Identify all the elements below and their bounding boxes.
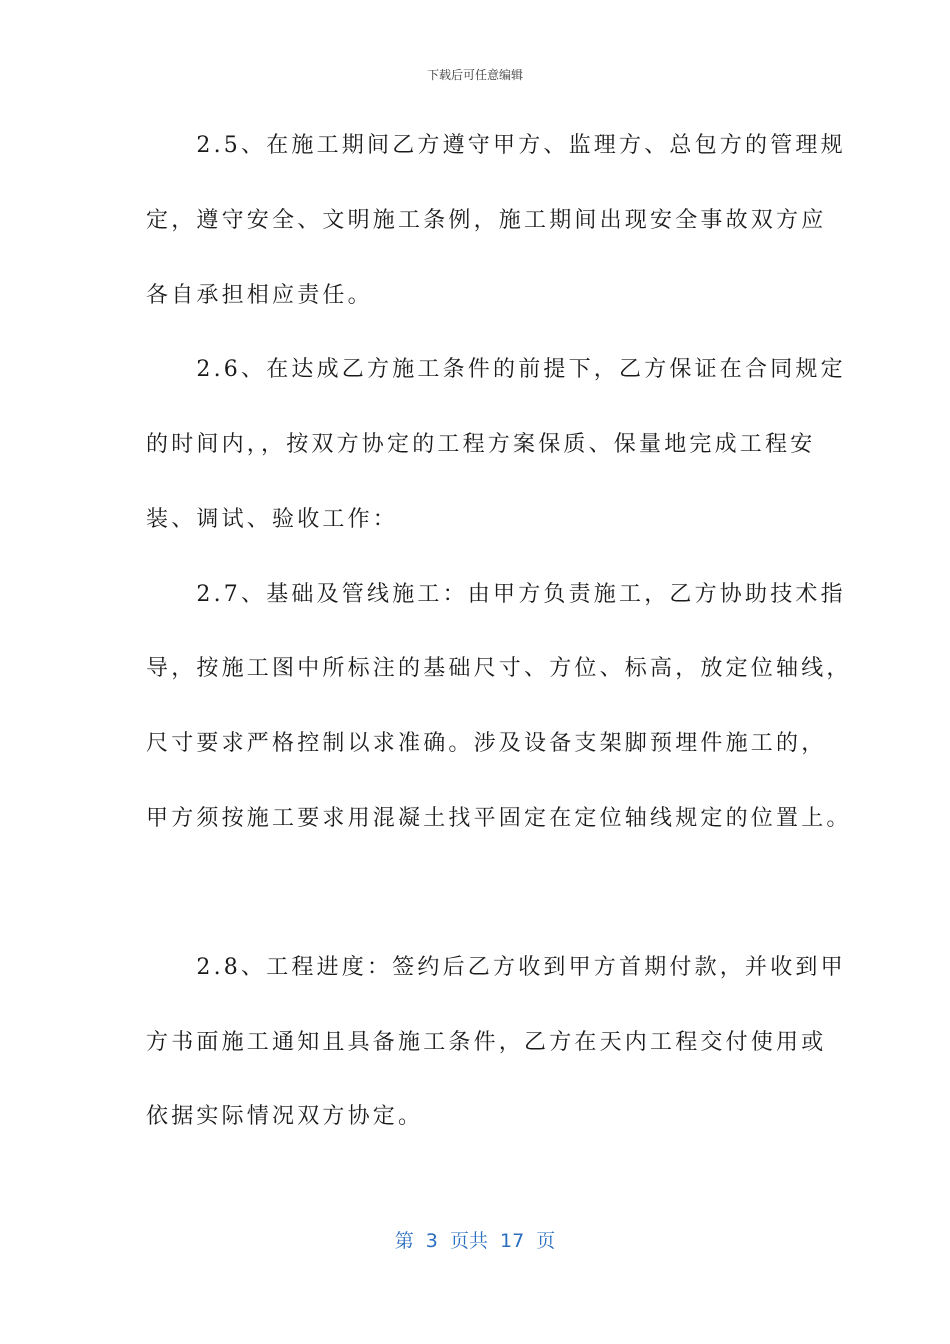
text-line: 的时间内，，按双方协定的工程方案保质、保量地完成工程安 [146,432,816,457]
text-line: 依据实际情况双方协定。 [146,1104,424,1129]
text-line: 尺寸要求严格控制以求准确。涉及设备支架脚预埋件施工的， [146,731,827,756]
text-line: 2.5、在施工期间乙方遵守甲方、监理方、总包方的管理规 [146,133,846,158]
text-line: 甲方须按施工要求用混凝土找平固定在定位轴线规定的位置上。 [146,806,852,831]
page-header: 下载后可任意编辑 [426,68,523,82]
page-number-footer: 第 3 页共 17 页 [394,1230,556,1252]
text-line: 各自承担相应责任。 [146,283,373,308]
text-line: 装、调试、验收工作： [146,507,399,532]
text-line: 定，遵守安全、文明施工条例，施工期间出现安全事故双方应 [146,208,827,233]
text-line: 导，按施工图中所标注的基础尺寸、方位、标高，放定位轴线， [146,656,852,681]
text-line: 方书面施工通知且具备施工条件，乙方在天内工程交付使用或 [146,1030,827,1055]
text-line: 2.6、在达成乙方施工条件的前提下，乙方保证在合同规定 [146,357,846,382]
text-line: 2.8、工程进度：签约后乙方收到甲方首期付款，并收到甲 [146,955,846,980]
text-line: 2.7、基础及管线施工：由甲方负责施工，乙方协助技术指 [146,582,846,607]
